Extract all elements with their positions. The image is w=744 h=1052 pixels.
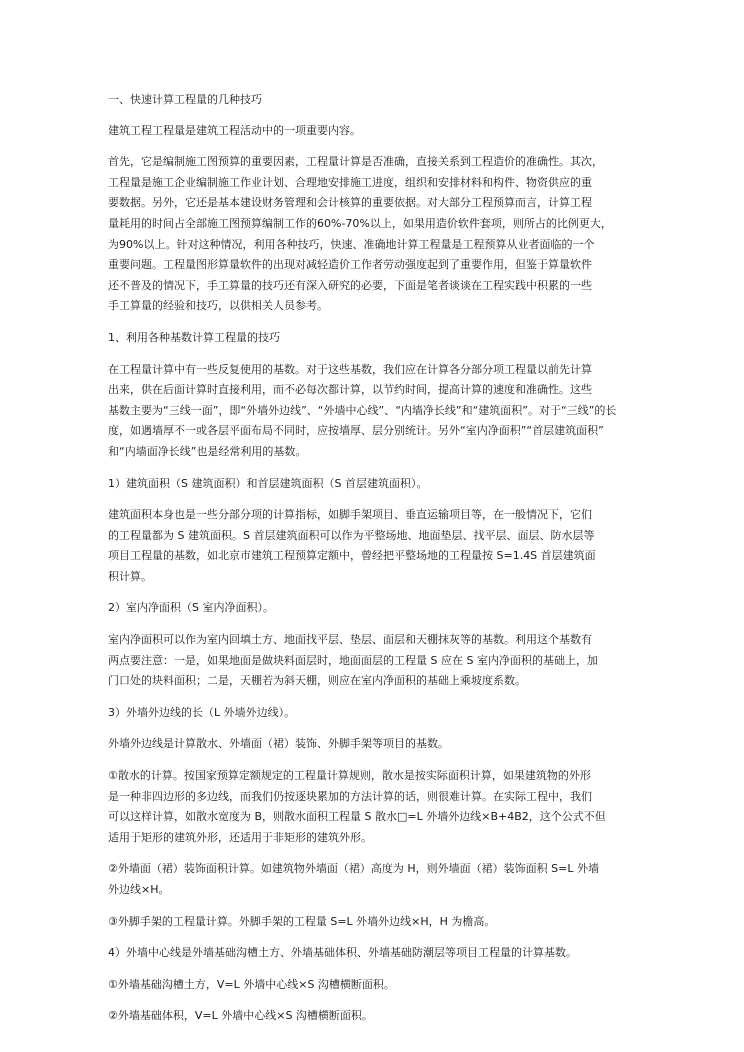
paragraph-importance: 首先，它是编制施工图预算的重要因素，工程量计算是否准确，直接关系到工程造价的准确性。其次， 工程量是施工企业编制施工作业计划、合理地安排施工进度，组织和安排材料和构件、物资供应的重 要数据。另外，它还是基本建设财务管理和会计核算的重要依据。对大部分工程预算而言，计算工程 量耗用的时间占全部施工图预算编制工作的60%-70%以上，如果用造价软件套项，则所占的比例更大， 为90%以上。针对这种情况，利用各种技巧，快速、准确地计算工程量是工程预算从业者面临的一个 重要问题。工程量图形算量软件的出现对减轻造价工作者劳动强度起到了重要作用，但鉴于算量软件 还不普及的情况下，手工算量的技巧还有深入研究的必要，下面是笔者谈谈在工程实践中积累的一些 手工算量的经验和技巧，以供相关人员参考。 xyxy=(108,155,612,313)
paragraph-outer-edge: 外墙外边线是计算散水、外墙面（裙）装饰、外脚手架等项目的基数。 xyxy=(108,737,449,751)
item-heading-center-line: 4）外墙中心线是外墙基础沟槽土方、外墙基础体积、外墙基础防潮层等项目工程量的计算基数。 xyxy=(108,946,577,960)
paragraph-building-area: 建筑面积本身也是一些分部分项的计算指标，如脚手架项目、垂直运输项目等，在一般情况下，它们 的工程量都为 S 建筑面积。S 首层建筑面积可以作为平整场地、地面垫层、找平层、面层、防水层等 项目工程量的基数，如北京市建筑工程预算定额中，曾经把平整场地的工程量按 S=1.4S 首层建筑面 积计算。 xyxy=(108,508,596,583)
intro-paragraph: 建筑工程工程量是建筑工程活动中的一项重要内容。 xyxy=(108,123,361,137)
item-heading-building-area: 1）建筑面积（S 建筑面积）和首层建筑面积（S 首层建筑面积）。 xyxy=(108,476,428,490)
paragraph-indoor-area: 室内净面积可以作为室内回填土方、地面找平层、垫层、面层和天棚抹灰等的基数。利用这个基数有 两点要注意：一是，如果地面是做块料面层时，地面面层的工程量 S 应在 S 室内净面积的基础上，加 门口处的块料面积；二是，天棚若为斜天棚，则应在室内净面积的基础上乘坡度系数。 xyxy=(108,633,598,688)
paragraph-base-numbers: 在工程量计算中有一些反复使用的基数。对于这些基数，我们应在计算各分部分项工程量以前先计算 出来，供在后面计算时直接利用，而不必每次都计算，以节约时间，提高计算的速度和准确性。这些 基数主要为“三线一面”，即“外墙外边线”、“外墙中心线”、“内墙净长线”和“建筑面积”。对于“三线”的长 度，如遇墙厚不一或各层平面布局不同时，应按墙厚、层分别统计。另外“室内净面积”“首层建筑面积” 和“内墙面净长线”也是经常利用的基数。 xyxy=(108,362,617,458)
paragraph-trench: ①外墙基础沟槽土方，V=L 外墙中心线×S 沟槽横断面积。 xyxy=(108,977,395,991)
item-heading-outer-edge: 3）外墙外边线的长（L 外墙外边线）。 xyxy=(108,705,296,719)
section-title: 一、快速计算工程量的几种技巧 xyxy=(108,93,262,106)
document-page xyxy=(108,90,640,1027)
paragraph-apron: ①散水的计算。按国家预算定额规定的工程量计算规则，散水是按实际面积计算，如果建筑物的外形 是一种非四边形的多边线，而我们仍按逐块累加的方法计算的话，则很难计算。在实际工程中，我们 可以这样计算，如散水宽度为 B，则散水面积工程量 S 散水□=L 外墙外边线×B+4B2，这个公式不但 适用于矩形的建筑外形，还适用于非矩形的建筑外形。 xyxy=(108,769,606,844)
item-heading-indoor-area: 2）室内净面积（S 室内净面积）。 xyxy=(108,601,274,615)
paragraph-foundation: ②外墙基础体积，V=L 外墙中心线×S 沟槽横断面积。 xyxy=(108,1009,373,1023)
subsection-heading: 1、利用各种基数计算工程量的技巧 xyxy=(108,330,280,344)
paragraph-scaffold: ③外脚手架的工程量计算。外脚手架的工程量 S=L 外墙外边线×H，H 为檐高。 xyxy=(108,914,496,928)
paragraph-wall-decoration: ②外墙面（裙）装饰面积计算。如建筑物外墙面（裙）高度为 H，则外墙面（裙）装饰面积 S=L 外墙 外边线×H。 xyxy=(108,862,599,896)
